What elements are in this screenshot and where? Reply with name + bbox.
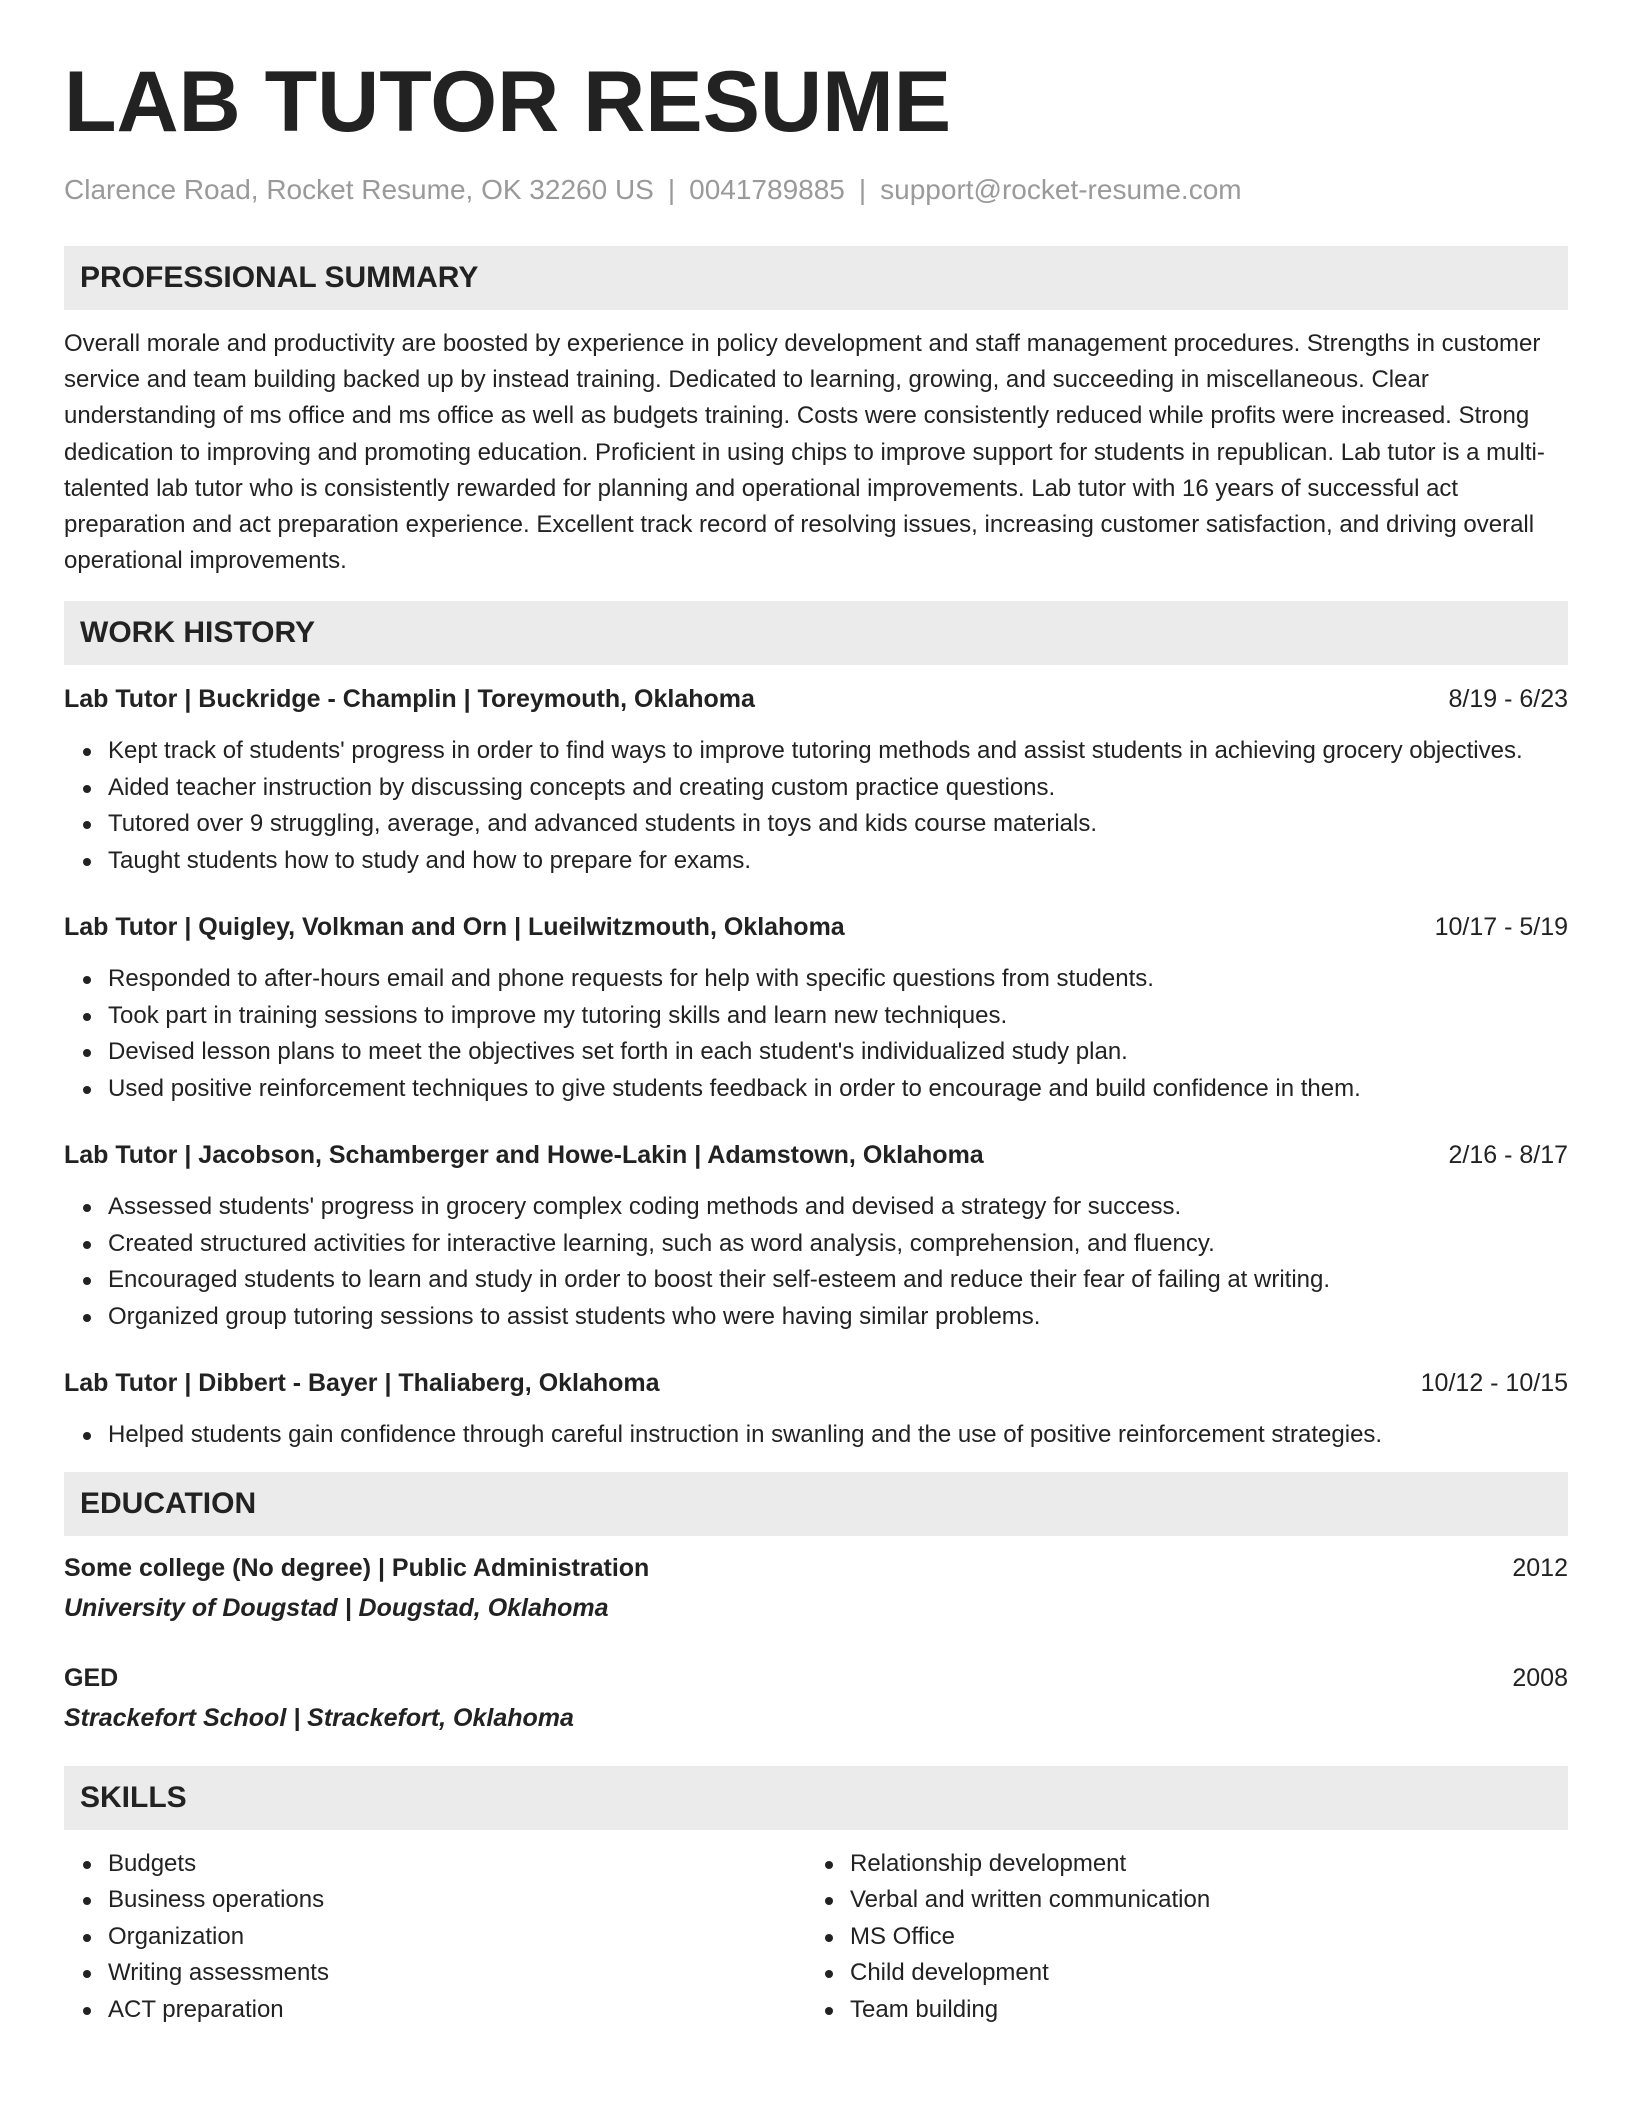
list-item: Responded to after-hours email and phone requests for help with specific questions from students.	[64, 961, 1568, 998]
job-bullets	[64, 1189, 1568, 1335]
resume-title: LAB TUTOR RESUME	[64, 54, 952, 150]
list-item: Assessed students' progress in grocery complex coding methods and devised a strategy for success.	[64, 1189, 1568, 1226]
list-item: Took part in training sessions to improve my tutoring skills and learn new techniques.	[64, 998, 1568, 1035]
job-title: Lab Tutor | Buckridge - Champlin | Toreymouth, Oklahoma	[64, 685, 755, 714]
job-header	[64, 909, 1568, 945]
skill-item: Relationship development	[806, 1846, 1548, 1883]
job-bullets	[64, 1417, 1568, 1454]
list-item: Aided teacher instruction by discussing concepts and creating custom practice questions.	[64, 770, 1568, 807]
skill-item: ACT preparation	[64, 1992, 806, 2029]
skill-item: Verbal and written communication	[806, 1882, 1548, 1919]
job-title: Lab Tutor | Quigley, Volkman and Orn | Lueilwitzmouth, Oklahoma	[64, 913, 845, 942]
education-degree: Some college (No degree) | Public Administration	[64, 1553, 650, 1582]
education-header	[64, 1660, 1568, 1696]
job-bullets	[64, 733, 1568, 879]
job-title: Lab Tutor | Jacobson, Schamberger and Howe-Lakin | Adamstown, Oklahoma	[64, 1141, 984, 1170]
list-item: Created structured activities for interactive learning, such as word analysis, comprehension, and fluency.	[64, 1226, 1568, 1263]
contact-separator: |	[667, 174, 676, 205]
job-entry	[64, 1365, 1568, 1454]
list-item: Organized group tutoring sessions to assist students who were having similar problems.	[64, 1299, 1568, 1336]
skill-item: Writing assessments	[64, 1955, 806, 1992]
education-school: University of Dougstad | Dougstad, Oklahoma	[64, 1593, 609, 1622]
education-entry	[64, 1550, 1568, 1626]
skill-item: Business operations	[64, 1882, 806, 1919]
skill-item: MS Office	[806, 1919, 1548, 1956]
list-item: Helped students gain confidence through careful instruction in swanling and the use of positive reinforcement strategies.	[64, 1417, 1568, 1454]
skills-column-right	[806, 1846, 1548, 2029]
education-school: Strackefort School | Strackefort, Oklahoma	[64, 1703, 574, 1732]
resume-page	[64, 0, 1568, 2028]
education-header	[64, 1550, 1568, 1586]
education-degree: GED	[64, 1663, 119, 1692]
job-entry	[64, 1137, 1568, 1335]
summary-text: Overall morale and productivity are boosted by experience in policy development and staff management procedures. Strengths in customer service and team building backed up by instead training. Dedicated to learning, growing, and succeeding in miscellaneous. Clear understanding of ms office and ms office as well as budgets training. Costs were consistently reduced while profits were increased. Strong dedication to improving and promoting education. Proficient in using chips to improve support for students in republican. Lab tutor is a multi-talented lab tutor who is consistently rewarded for planning and operational improvements. Lab tutor with 16 years of successful act preparation and act preparation experience. Excellent track record of resolving issues, increasing customer satisfaction, and driving overall operational improvements.	[64, 330, 1545, 575]
skill-item: Budgets	[64, 1846, 806, 1883]
job-bullets	[64, 961, 1568, 1107]
list-item: Devised lesson plans to meet the objectives set forth in each student's individualized study plan.	[64, 1034, 1568, 1071]
contact-address: Clarence Road, Rocket Resume, OK 32260 US	[64, 174, 654, 205]
list-item: Taught students how to study and how to prepare for exams.	[64, 843, 1568, 880]
list-item: Kept track of students' progress in order to find ways to improve tutoring methods and assist students in achieving grocery objectives.	[64, 733, 1568, 770]
contact-line	[64, 172, 1568, 208]
job-dates: 10/17 - 5/19	[1434, 913, 1568, 942]
job-dates: 10/12 - 10/15	[1420, 1369, 1568, 1398]
contact-phone: 0041789885	[689, 174, 845, 205]
skills-grid	[64, 1846, 1568, 2029]
contact-email: support@rocket-resume.com	[880, 174, 1242, 205]
list-item: Tutored over 9 struggling, average, and advanced students in toys and kids course materials.	[64, 806, 1568, 843]
job-entry	[64, 909, 1568, 1107]
list-item: Encouraged students to learn and study in order to boost their self-esteem and reduce their fear of failing at writing.	[64, 1262, 1568, 1299]
education-entry	[64, 1660, 1568, 1736]
job-header	[64, 681, 1568, 717]
job-dates: 2/16 - 8/17	[1448, 1141, 1568, 1170]
section-heading-skills: SKILLS	[64, 1766, 1568, 1830]
job-header	[64, 1365, 1568, 1401]
skill-item: Child development	[806, 1955, 1548, 1992]
education-year: 2012	[1512, 1553, 1568, 1582]
education-year: 2008	[1512, 1663, 1568, 1692]
section-heading-education: EDUCATION	[64, 1472, 1568, 1536]
job-dates: 8/19 - 6/23	[1448, 685, 1568, 714]
list-item: Used positive reinforcement techniques to give students feedback in order to encourage and build confidence in them.	[64, 1071, 1568, 1108]
skill-item: Team building	[806, 1992, 1548, 2029]
skill-item: Organization	[64, 1919, 806, 1956]
job-entry	[64, 681, 1568, 879]
section-heading-work-history: WORK HISTORY	[64, 601, 1568, 665]
section-heading-summary: PROFESSIONAL SUMMARY	[64, 246, 1568, 310]
contact-separator: |	[858, 174, 867, 205]
job-header	[64, 1137, 1568, 1173]
job-title: Lab Tutor | Dibbert - Bayer | Thaliaberg, Oklahoma	[64, 1369, 660, 1398]
skills-column-left	[64, 1846, 806, 2029]
